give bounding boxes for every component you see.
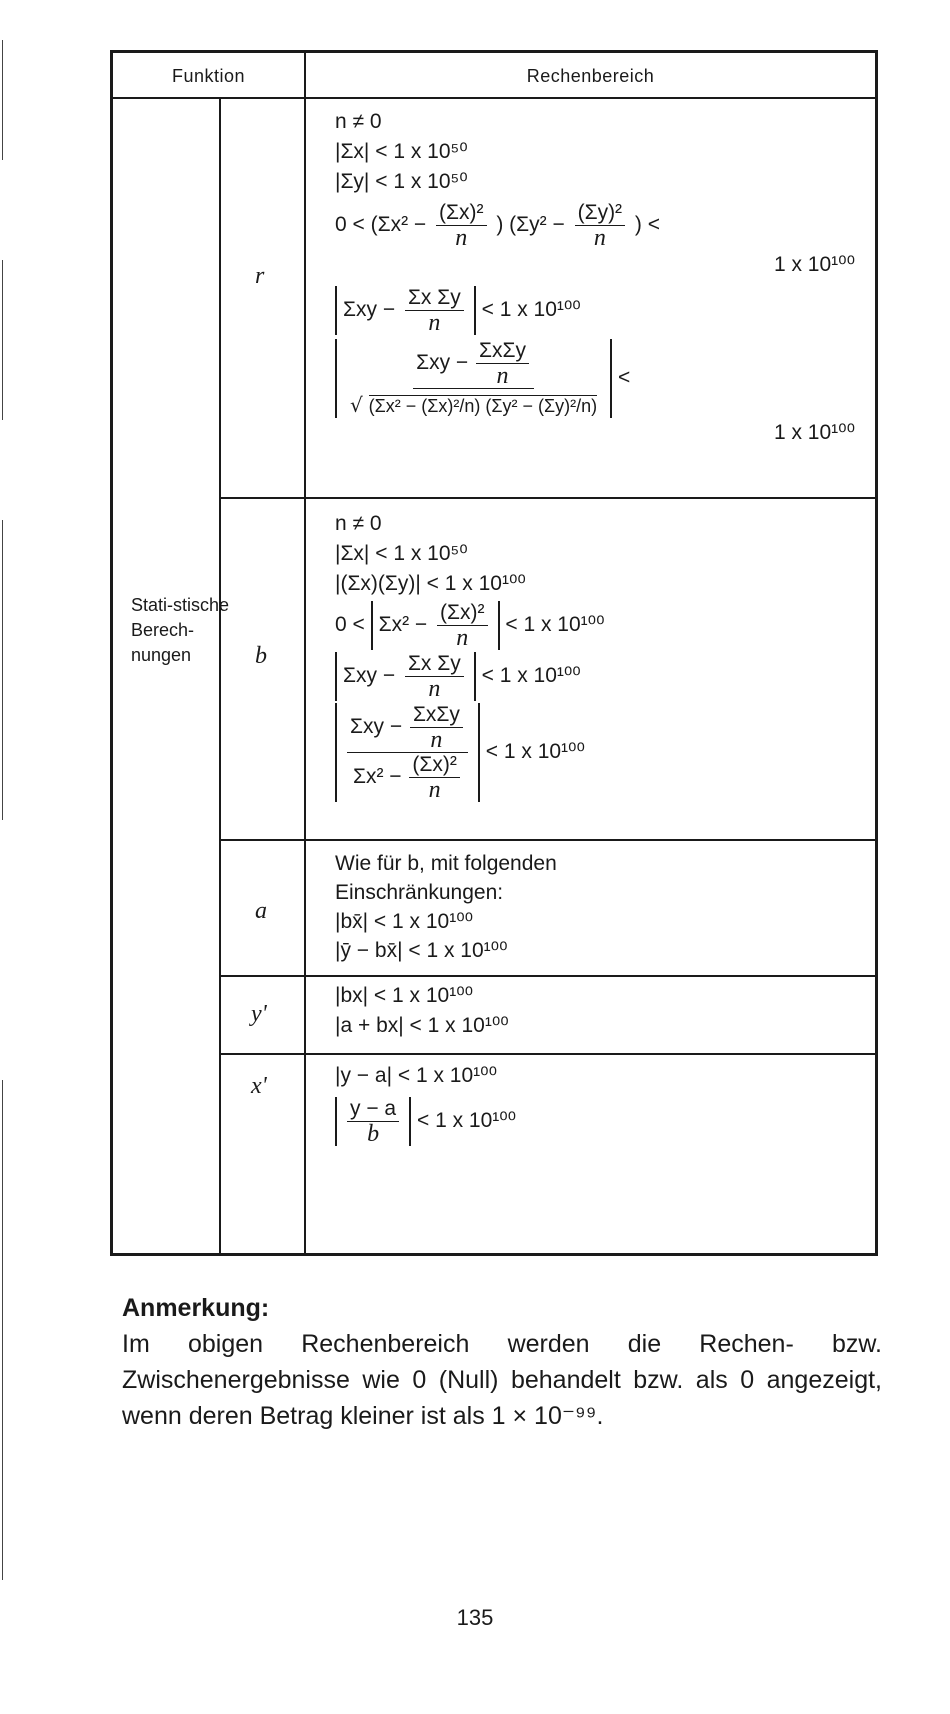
x-line-1: |y − a| < 1 x 10¹⁰⁰ [335,1064,497,1087]
r-sxy-fraction [405,286,464,335]
b-slope-limit: < 1 x 10¹⁰⁰ [485,740,585,764]
column-divider-main [304,53,306,1253]
scan-edge-mark [2,40,3,160]
fraction-denominator: n [428,676,441,702]
scan-edge-mark [2,520,3,820]
r-product-mid: ) (Σy² − [496,213,565,237]
category-label: Stati-stische Berech-nungen [131,595,230,665]
absolute-value [335,286,476,335]
fraction-denominator: b [367,1121,380,1147]
function-b: b [255,643,267,669]
column-divider-function [219,97,221,1253]
y-line-1: |bx| < 1 x 10¹⁰⁰ [335,984,474,1007]
sqrt-icon: √ [350,393,363,417]
b-sxy-limit: < 1 x 10¹⁰⁰ [481,664,581,688]
fraction-denominator: n [456,625,469,651]
b-var-limit: < 1 x 10¹⁰⁰ [505,613,605,637]
r-corr-suffix: < [617,366,631,390]
page-number: 135 [456,1605,494,1630]
b-slope-den-prefix: Σx² − [353,765,402,789]
fraction-numerator: (Σx)² [436,201,486,226]
note-text: Im obigen Rechenbereich werden die Rechen- bzw. Zwischenergebnisse wie 0 (Null) behandelt bzw. als 0 angezeigt, wenn deren Betrag kleiner ist als 1 × 10⁻⁹⁹. [122,1330,882,1430]
b-sxy-prefix: Σxy − [343,664,396,688]
r-sumy-condition: |Σy| < 1 x 10⁵⁰ [335,170,468,193]
b-sumx-condition: |Σx| < 1 x 10⁵⁰ [335,542,468,565]
fraction-denominator [350,753,465,802]
b-var-prefix: 0 < [335,613,365,637]
row-divider-y-x [219,1053,875,1055]
row-divider-a-y [219,975,875,977]
scan-edge-mark [2,260,3,420]
absolute-value [371,601,500,650]
r-n-condition: n ≠ 0 [335,110,382,133]
fraction-denominator: n [593,225,606,251]
r-covariance-condition [335,286,865,335]
range-a [335,849,865,965]
b-slope-den-fraction [409,753,459,802]
b-var-fraction [437,601,487,650]
fraction-denominator [347,389,600,418]
fraction-denominator: n [428,310,441,336]
header-funktion: Funktion [171,66,246,86]
fraction-numerator [413,339,534,389]
r-product-prefix: 0 < (Σx² − [335,213,427,237]
fraction-numerator: (Σx)² [437,601,487,626]
r-corr-num-fraction [476,339,529,388]
range-b [335,509,865,802]
x-fraction [347,1097,399,1146]
function-y-prime: y' [251,1001,267,1027]
fraction-denominator: n [496,363,509,389]
b-slope-condition [335,703,865,802]
b-variance-condition [335,601,865,650]
function-r: r [255,263,265,289]
r-correlation-fraction [347,339,600,418]
row-divider-b-a [219,839,875,841]
b-slope-num-prefix: Σxy − [350,715,403,739]
b-slope-fraction [347,703,468,802]
fraction-numerator: (Σx)² [409,753,459,778]
a-line-4: |ȳ − bx̄| < 1 x 10¹⁰⁰ [335,939,508,962]
a-line-1: Wie für b, mit folgenden [335,852,557,875]
r-sumx-condition: |Σx| < 1 x 10⁵⁰ [335,140,468,163]
r-product-fraction-x [436,201,486,250]
row-divider-r-b [219,497,875,499]
y-line-2: |a + bx| < 1 x 10¹⁰⁰ [335,1014,509,1037]
r-corr-num-prefix: Σxy − [416,351,469,375]
range-y-prime [335,981,865,1041]
a-line-2: Einschränkungen: [335,881,504,904]
r-sxy-limit: < 1 x 10¹⁰⁰ [481,298,581,322]
function-a: a [255,898,267,924]
r-corr-denominator: (Σx² − (Σx)²/n) (Σy² − (Σy)²/n) [368,396,598,416]
absolute-value [335,1097,411,1146]
range-table [110,50,878,1256]
r-variance-product [335,201,865,250]
absolute-value [335,703,480,802]
r-product-fraction-y [575,201,625,250]
b-n-condition: n ≠ 0 [335,512,382,535]
x-limit: < 1 x 10¹⁰⁰ [416,1109,517,1133]
scan-edge-mark [2,1080,3,1580]
fraction-denominator: n [428,777,441,803]
note-section [122,1290,882,1434]
r-correlation-condition [335,339,865,418]
b-sxy-fraction [405,652,464,701]
absolute-value [335,652,476,701]
fraction-numerator: Σx Σy [405,652,464,677]
a-line-3: |bx̄| < 1 x 10¹⁰⁰ [335,910,474,933]
b-covariance-condition [335,652,865,701]
r-corr-limit: 1 x 10¹⁰⁰ [773,421,855,444]
fraction-numerator: Σx Σy [405,286,464,311]
function-x-prime: x' [251,1073,267,1099]
fraction-denominator: n [455,225,468,251]
b-slope-num-fraction [410,703,463,752]
fraction-numerator: y − a [347,1097,399,1122]
range-x-prime [335,1061,865,1146]
x-fraction-condition [335,1097,865,1146]
absolute-value [335,339,612,418]
fraction-numerator: ΣxΣy [476,339,529,364]
fraction-numerator: (Σy)² [575,201,625,226]
b-product-condition: |(Σx)(Σy)| < 1 x 10¹⁰⁰ [335,572,526,595]
b-var-term: Σx² − [378,613,428,637]
range-r [335,107,865,448]
fraction-numerator [347,703,468,753]
fraction-numerator: ΣxΣy [410,703,463,728]
r-product-suffix: ) < [634,213,660,237]
header-rechenbereich: Rechenbereich [526,66,655,86]
note-title: Anmerkung: [122,1294,270,1322]
r-sxy-prefix: Σxy − [343,298,396,322]
fraction-denominator: n [430,727,443,753]
r-product-limit: 1 x 10¹⁰⁰ [773,253,855,276]
